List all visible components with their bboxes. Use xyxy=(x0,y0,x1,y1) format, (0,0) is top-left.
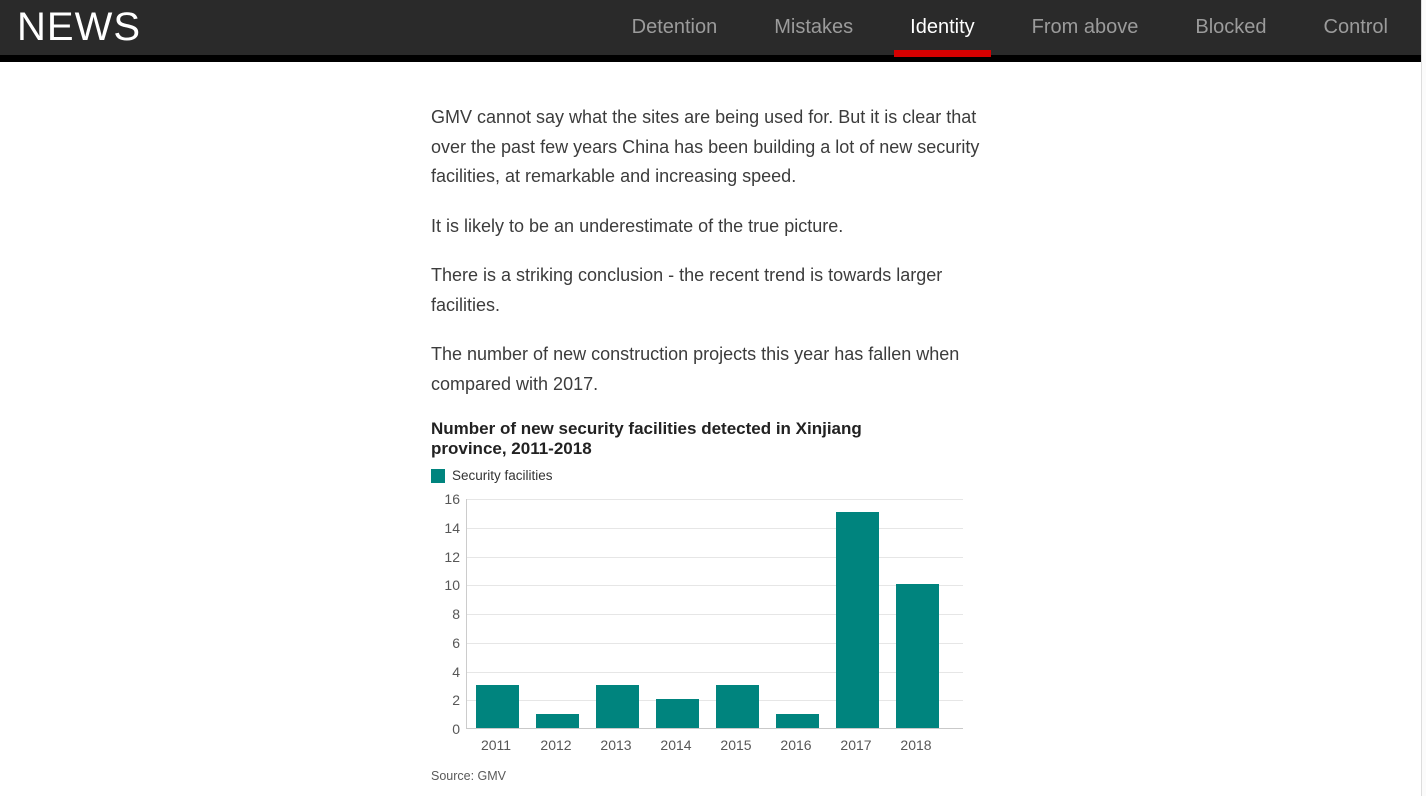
y-tick-label: 8 xyxy=(452,606,460,622)
article-body xyxy=(431,103,981,399)
bar-slot xyxy=(887,499,947,728)
y-tick-label: 6 xyxy=(452,634,460,651)
bar-2015[interactable] xyxy=(716,685,759,728)
y-axis-labels xyxy=(431,491,466,737)
nav-item-blocked[interactable]: Blocked xyxy=(1195,16,1267,38)
paragraph: The number of new construction projects this year has fallen when compared with 2017. xyxy=(431,344,960,394)
plot-area xyxy=(466,499,963,729)
site-header xyxy=(0,0,1426,55)
nav-item-from-above[interactable]: From above xyxy=(1031,16,1139,38)
x-tick-label: 2012 xyxy=(540,737,572,753)
y-tick-label: 4 xyxy=(452,663,460,680)
bar-slot xyxy=(767,499,827,728)
bar-2017[interactable] xyxy=(836,512,879,728)
y-tick-label: 16 xyxy=(444,491,460,507)
x-tick-label: 2018 xyxy=(900,737,932,753)
nav-item-mistakes[interactable]: Mistakes xyxy=(774,16,854,38)
x-tick-label: 2013 xyxy=(600,737,632,753)
x-tick-label: 2014 xyxy=(660,737,692,753)
site-logo[interactable]: NEWS xyxy=(17,5,141,49)
scrollbar[interactable] xyxy=(1421,0,1426,796)
y-tick-label: 2 xyxy=(452,692,460,709)
primary-nav xyxy=(632,0,1388,55)
chart-source: Source: GMV xyxy=(431,769,507,783)
paragraph: GMV cannot say what the sites are being used for. But it is clear that over the past few years China has been building a lot of new security facilities, at remarkable and increasing speed. xyxy=(431,107,980,186)
y-tick-label: 12 xyxy=(444,548,460,565)
header-divider xyxy=(0,55,1426,62)
bar-2012[interactable] xyxy=(536,714,579,728)
bar-2011[interactable] xyxy=(476,685,519,728)
bar-slot xyxy=(647,499,707,728)
bar-2016[interactable] xyxy=(776,714,819,728)
chart xyxy=(431,419,963,783)
x-tick-label: 2016 xyxy=(780,737,812,753)
chart-legend xyxy=(431,468,963,483)
nav-item-control[interactable]: Control xyxy=(1323,16,1388,38)
chart-title: Number of new security facilities detected in Xinjiang province, 2011-2018 xyxy=(431,419,862,458)
article xyxy=(0,62,981,783)
legend-swatch-icon xyxy=(431,469,445,483)
paragraph: It is likely to be an underestimate of the true picture. xyxy=(431,215,844,236)
bar-2013[interactable] xyxy=(596,685,639,728)
legend-label: Security facilities xyxy=(452,468,553,483)
bar-2018[interactable] xyxy=(896,584,939,728)
x-tick-label: 2011 xyxy=(480,737,512,753)
x-axis-labels xyxy=(466,737,963,753)
bar-slot xyxy=(467,499,527,728)
bar-slot xyxy=(527,499,587,728)
bar-2014[interactable] xyxy=(656,699,699,728)
plot-row xyxy=(431,491,963,737)
y-tick-label: 14 xyxy=(444,519,460,536)
y-tick-label: 0 xyxy=(452,721,460,737)
paragraph: There is a striking conclusion - the recent trend is towards larger facilities. xyxy=(431,265,943,315)
x-tick-label: 2015 xyxy=(720,737,752,753)
nav-item-detention[interactable]: Detention xyxy=(631,16,718,38)
bar-series xyxy=(467,499,947,728)
x-tick-label: 2017 xyxy=(840,737,872,753)
bar-slot xyxy=(827,499,887,728)
bar-slot xyxy=(707,499,767,728)
nav-item-identity[interactable]: Identity xyxy=(910,0,974,55)
bar-slot xyxy=(587,499,647,728)
y-tick-label: 10 xyxy=(444,577,460,594)
